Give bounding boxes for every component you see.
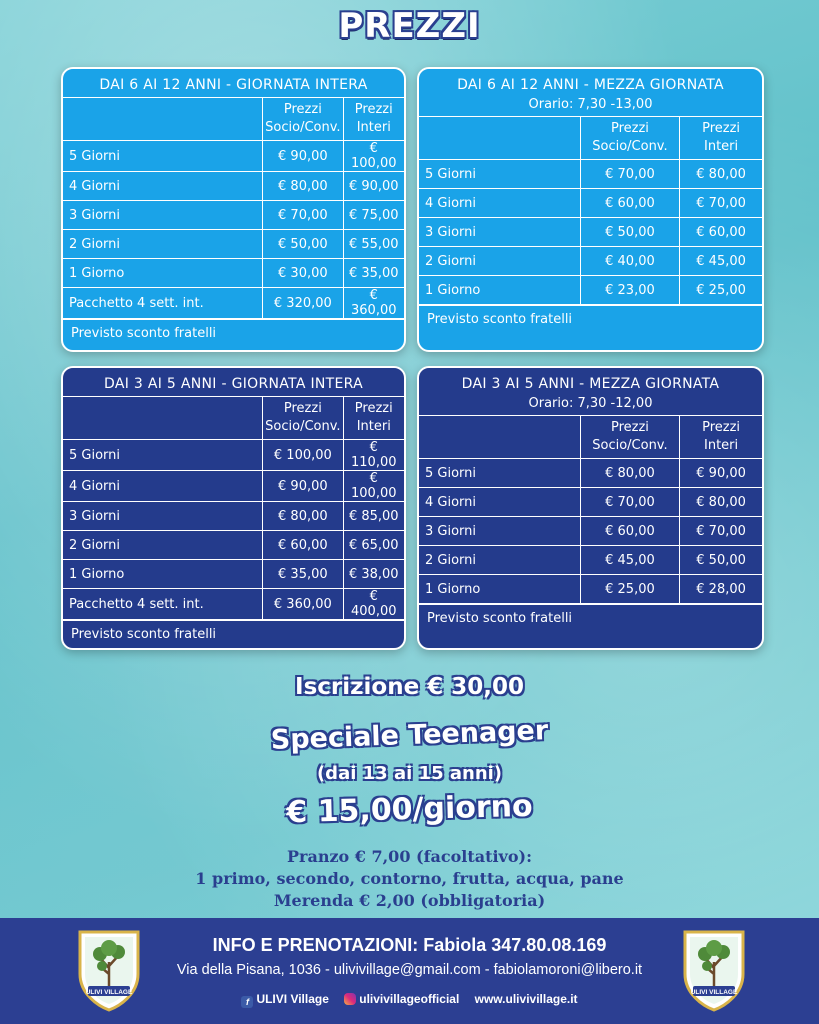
table-row (419, 488, 762, 517)
table-row (63, 589, 404, 620)
table-row (63, 141, 404, 172)
member-price-cell: € 90,00 (263, 141, 343, 172)
svg-text:ULIVI VILLAGE: ULIVI VILLAGE (690, 989, 738, 996)
column-header-empty (419, 416, 580, 459)
table-header-row (419, 416, 762, 459)
instagram-link[interactable]: ulivivillageofficial (344, 992, 459, 1006)
column-header-full: Prezzi Interi (680, 416, 762, 459)
card-schedule: Orario: 7,30 -13,00 (528, 97, 653, 112)
lunch-menu-text: 1 primo, secondo, contorno, frutta, acqua, pane (195, 869, 624, 888)
column-header-empty (63, 98, 263, 141)
column-header-member: Prezzi Socio/Conv. (580, 416, 679, 459)
member-price-cell: € 100,00 (263, 440, 343, 471)
duration-cell: 1 Giorno (419, 575, 580, 604)
price-table (419, 415, 762, 604)
table-row (419, 459, 762, 488)
member-price-cell: € 45,00 (580, 546, 679, 575)
full-price-cell: € 100,00 (343, 471, 404, 502)
column-header-member: Prezzi Socio/Conv. (263, 397, 343, 440)
lunch-text: Pranzo € 7,00 (facoltativo): (286, 847, 532, 866)
duration-cell: 1 Giorno (63, 259, 263, 288)
column-header-full: Prezzi Interi (343, 98, 404, 141)
duration-cell: 3 Giorni (63, 201, 263, 230)
duration-cell: 1 Giorno (419, 276, 580, 305)
duration-cell: 5 Giorni (63, 141, 263, 172)
member-price-cell: € 80,00 (580, 459, 679, 488)
member-price-cell: € 90,00 (263, 471, 343, 502)
info-line: INFO E PRENOTAZIONI: Fabiola 347.80.08.169 (212, 935, 607, 955)
table-row (63, 471, 404, 502)
price-card (61, 366, 406, 650)
duration-cell: 4 Giorni (63, 471, 263, 502)
card-heading: DAI 6 AI 12 ANNI - GIORNATA INTERA (99, 77, 368, 93)
full-price-cell: € 55,00 (343, 230, 404, 259)
member-price-cell: € 60,00 (580, 517, 679, 546)
table-row (63, 288, 404, 319)
full-price-cell: € 28,00 (680, 575, 762, 604)
duration-cell: Pacchetto 4 sett. int. (63, 288, 263, 319)
table-row (419, 189, 762, 218)
duration-cell: 3 Giorni (419, 218, 580, 247)
teen-price: € 15,00/giorno (285, 788, 534, 831)
full-price-cell: € 90,00 (343, 172, 404, 201)
sibling-discount-note: Previsto sconto fratelli (419, 305, 762, 333)
card-heading: DAI 3 AI 5 ANNI - GIORNATA INTERA (104, 376, 363, 392)
member-price-cell: € 70,00 (580, 488, 679, 517)
full-price-cell: € 70,00 (680, 517, 762, 546)
column-header-full: Prezzi Interi (680, 117, 762, 160)
duration-cell: 3 Giorni (419, 517, 580, 546)
full-price-cell: € 110,00 (343, 440, 404, 471)
table-row (63, 440, 404, 471)
member-price-cell: € 320,00 (263, 288, 343, 319)
duration-cell: 3 Giorni (63, 502, 263, 531)
price-table (63, 97, 404, 319)
teen-age-range: (dai 13 ai 15 anni) (316, 763, 503, 784)
column-header-empty (63, 397, 263, 440)
table-header-row (419, 117, 762, 160)
full-price-cell: € 90,00 (680, 459, 762, 488)
full-price-cell: € 25,00 (680, 276, 762, 305)
full-price-cell: € 80,00 (680, 160, 762, 189)
member-price-cell: € 60,00 (263, 531, 343, 560)
full-price-cell: € 400,00 (343, 589, 404, 620)
table-row (419, 546, 762, 575)
snack-text: Merenda € 2,00 (obbligatoria) (273, 891, 546, 910)
duration-cell: 4 Giorni (419, 189, 580, 218)
card-heading: DAI 6 AI 12 ANNI - MEZZA GIORNATA (457, 77, 724, 93)
sibling-discount-note: Previsto sconto fratelli (63, 620, 404, 648)
facebook-icon: f (241, 996, 253, 1008)
table-row (419, 276, 762, 305)
member-price-cell: € 360,00 (263, 589, 343, 620)
website-link[interactable]: www.ulivivillage.it (474, 992, 578, 1006)
sibling-discount-note: Previsto sconto fratelli (63, 319, 404, 347)
card-heading: DAI 3 AI 5 ANNI - MEZZA GIORNATA (461, 376, 720, 392)
column-header-full: Prezzi Interi (343, 397, 404, 440)
duration-cell: Pacchetto 4 sett. int. (63, 589, 263, 620)
price-table (63, 396, 404, 620)
full-price-cell: € 45,00 (680, 247, 762, 276)
full-price-cell: € 360,00 (343, 288, 404, 319)
duration-cell: 4 Giorni (63, 172, 263, 201)
table-row (63, 560, 404, 589)
duration-cell: 4 Giorni (419, 488, 580, 517)
price-card (61, 67, 406, 352)
table-row (419, 247, 762, 276)
duration-cell: 2 Giorni (419, 546, 580, 575)
table-row (419, 160, 762, 189)
duration-cell: 2 Giorni (63, 531, 263, 560)
instagram-icon (344, 993, 356, 1005)
table-row (419, 517, 762, 546)
price-card (417, 67, 764, 352)
duration-cell: 2 Giorni (63, 230, 263, 259)
address-line: Via della Pisana, 1036 - ulivivillage@gmail.com - fabiolamoroni@libero.it (176, 962, 643, 978)
table-row (63, 502, 404, 531)
full-price-cell: € 50,00 (680, 546, 762, 575)
duration-cell: 5 Giorni (419, 160, 580, 189)
full-price-cell: € 75,00 (343, 201, 404, 230)
table-row (419, 575, 762, 604)
page-title: PREZZI (338, 6, 481, 46)
full-price-cell: € 35,00 (343, 259, 404, 288)
member-price-cell: € 70,00 (263, 201, 343, 230)
table-header-row (63, 98, 404, 141)
sibling-discount-note: Previsto sconto fratelli (419, 604, 762, 632)
member-price-cell: € 60,00 (580, 189, 679, 218)
column-header-member: Prezzi Socio/Conv. (580, 117, 679, 160)
member-price-cell: € 80,00 (263, 172, 343, 201)
table-header-row (63, 397, 404, 440)
member-price-cell: € 25,00 (580, 575, 679, 604)
table-row (419, 218, 762, 247)
duration-cell: 2 Giorni (419, 247, 580, 276)
member-price-cell: € 80,00 (263, 502, 343, 531)
member-price-cell: € 40,00 (580, 247, 679, 276)
price-card (417, 366, 764, 650)
table-row (63, 230, 404, 259)
iscrizione-text: Iscrizione € 30,00 (295, 674, 524, 700)
member-price-cell: € 35,00 (263, 560, 343, 589)
price-table (419, 116, 762, 305)
duration-cell: 1 Giorno (63, 560, 263, 589)
full-price-cell: € 60,00 (680, 218, 762, 247)
table-row (63, 172, 404, 201)
card-schedule: Orario: 7,30 -12,00 (528, 396, 653, 411)
svg-text:ULIVI VILLAGE: ULIVI VILLAGE (85, 989, 133, 996)
duration-cell: 5 Giorni (419, 459, 580, 488)
member-price-cell: € 30,00 (263, 259, 343, 288)
facebook-link[interactable]: f ULIVI Village (241, 992, 328, 1006)
full-price-cell: € 65,00 (343, 531, 404, 560)
column-header-empty (419, 117, 580, 160)
full-price-cell: € 85,00 (343, 502, 404, 531)
member-price-cell: € 50,00 (580, 218, 679, 247)
table-row (63, 531, 404, 560)
duration-cell: 5 Giorni (63, 440, 263, 471)
member-price-cell: € 70,00 (580, 160, 679, 189)
ulivi-village-logo (681, 928, 747, 1012)
member-price-cell: € 50,00 (263, 230, 343, 259)
full-price-cell: € 70,00 (680, 189, 762, 218)
footer (0, 918, 819, 1024)
teen-title: Speciale Teenager (270, 715, 549, 756)
full-price-cell: € 100,00 (343, 141, 404, 172)
member-price-cell: € 23,00 (580, 276, 679, 305)
table-row (63, 259, 404, 288)
table-row (63, 201, 404, 230)
column-header-member: Prezzi Socio/Conv. (263, 98, 343, 141)
full-price-cell: € 38,00 (343, 560, 404, 589)
full-price-cell: € 80,00 (680, 488, 762, 517)
